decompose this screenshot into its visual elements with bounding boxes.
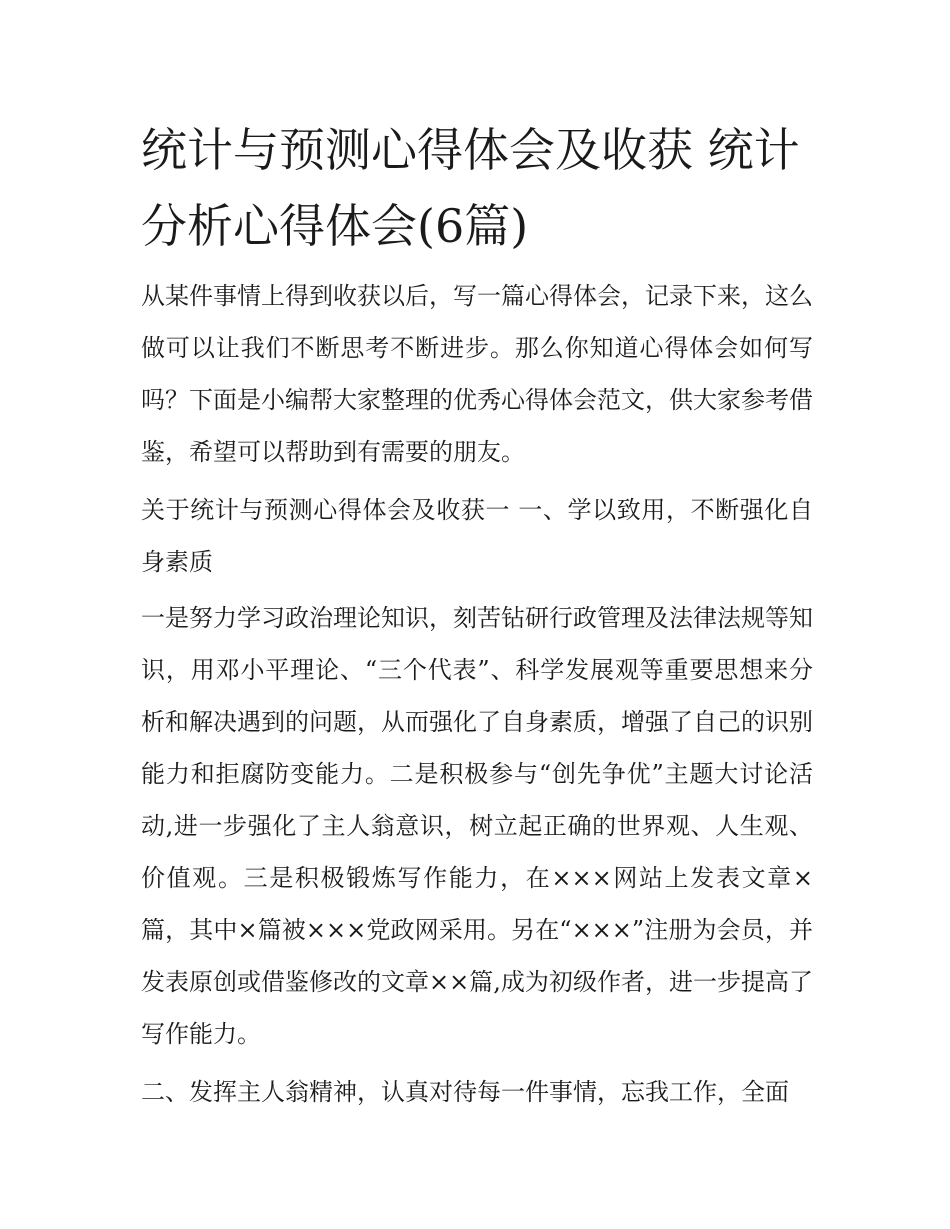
body-paragraph: 一是努力学习政治理论知识，刻苦钻研行政管理及法律法规等知识，用邓小平理论、“三个代表”、科学发展观等重要思想来分析和解决遇到的问题，从而强化了自身素质，增强了自己的识别能力和拒腐防变能力。二是积极参与“创先争优”主题大讨论活动,进一步强化了主人翁意识，树立起正确的世界观、人生观、价值观。三是积极锻炼写作能力，在×××网站上发表文章×篇，其中×篇被×××党政网采用。另在“×××”注册为会员，并发表原创或借鉴修改的文章××篇,成为初级作者，进一步提高了写作能力。 xyxy=(141,604,813,1048)
document-page xyxy=(141,112,813,1124)
intro-paragraph: 从某件事情上得到收获以后，写一篇心得体会，记录下来，这么做可以让我们不断思考不断进步。那么你知道心得体会如何写吗？下面是小编帮大家整理的优秀心得体会范文，供大家参考借鉴，希望可以帮助到有需要的朋友。 xyxy=(141,282,813,466)
document-title: 统计与预测心得体会及收获 统计分析心得体会(6篇) xyxy=(141,123,800,253)
section-heading-paragraph: 关于统计与预测心得体会及收获一 一、学以致用，不断强化自身素质 xyxy=(141,496,813,576)
section-two-paragraph: 二、发挥主人翁精神，认真对待每一件事情，忘我工作，全面 xyxy=(141,1078,789,1106)
